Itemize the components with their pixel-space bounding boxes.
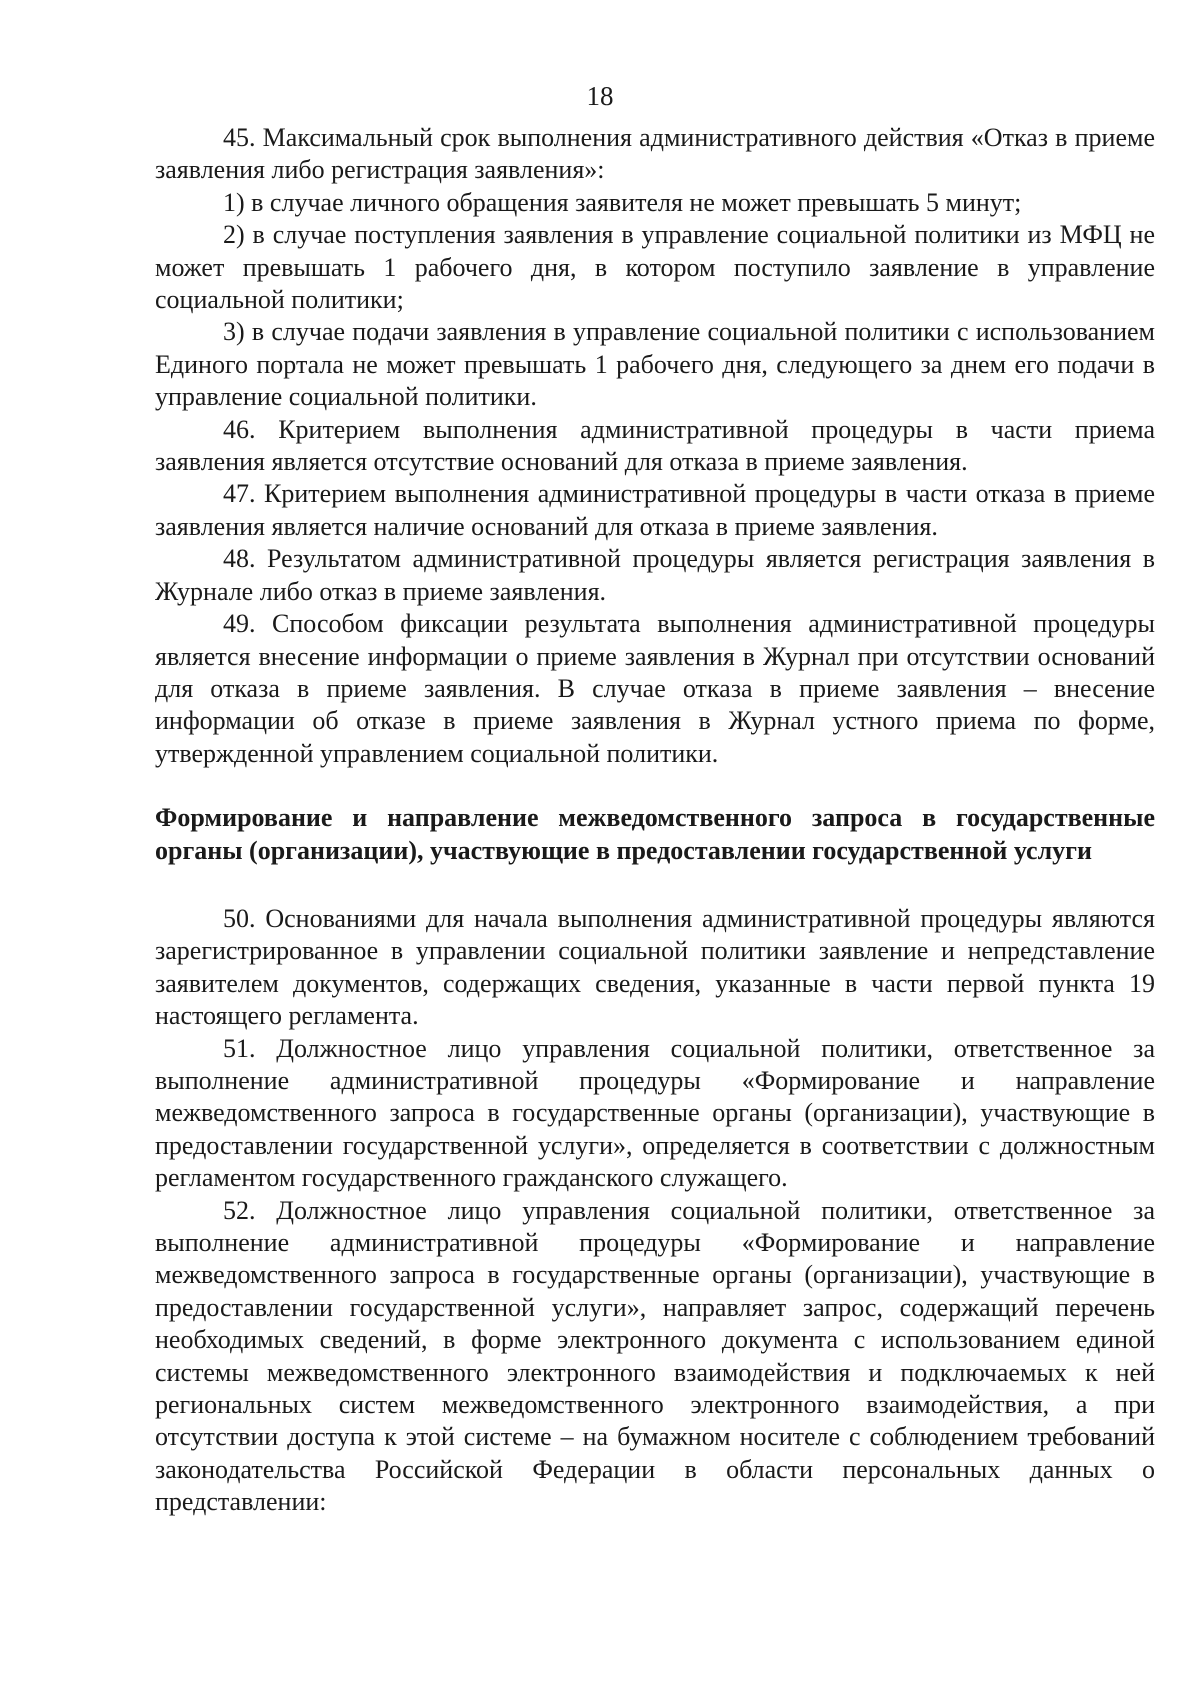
spacer [155, 867, 1155, 903]
paragraph-45: 45. Максимальный срок выполнения административного действия «Отказ в приеме заявления либо регистрация заявления»: [155, 123, 1155, 185]
paragraph-45-item-3: 3) в случае подачи заявления в управление социальной политики с использованием Единого портала не может превышать 1 рабочего дня, следующего за днем его подачи в управление социальной политики. [155, 317, 1155, 412]
paragraph-45-item-1: 1) в случае личного обращения заявителя не может превышать 5 минут; [223, 187, 1022, 217]
paragraph-49: 49. Способом фиксации результата выполнения административной процедуры является внесение информации о приеме заявления в Журнал при отсутствии оснований для отказа в приеме заявления. В случае отказа в приеме заявления – внесение информации об отказе в приеме заявления в Журнал устного приема по форме, утвержденной управлением социальной политики. [155, 609, 1155, 768]
paragraph-47: 47. Критерием выполнения административной процедуры в части отказа в приеме заявления является наличие оснований для отказа в приеме заявления. [155, 479, 1155, 541]
page-number: 18 [586, 81, 614, 111]
paragraph-50: 50. Основаниями для начала выполнения административной процедуры являются зарегистрированное в управлении социальной политики заявление и непредставление заявителем документов, содержащих сведения, указанные в части первой пункта 19 настоящего регламента. [155, 903, 1155, 1031]
document-body [155, 122, 1155, 1519]
paragraph-48: 48. Результатом административной процедуры является регистрация заявления в Журнале либо отказ в приеме заявления. [155, 544, 1155, 606]
paragraph-52: 52. Должностное лицо управления социальной политики, ответственное за выполнение административной процедуры «Формирование и направление межведомственного запроса в государственные органы (организации), участвующие в предоставлении государственной услуги», направляет запрос, содержащий перечень необходимых сведений, в форме электронного документа с использованием единой системы межведомственного электронного взаимодействия и подключаемых к ней региональных систем межведомственного электронного взаимодействия, а при отсутствии доступа к этой системе – на бумажном носителе с соблюдением требований законодательства Российской Федерации в области персональных данных о представлении: [155, 1195, 1155, 1517]
spacer [155, 770, 1155, 802]
paragraph-45-item-2: 2) в случае поступления заявления в управление социальной политики из МФЦ не может превышать 1 рабочего дня, в котором поступило заявление в управление социальной политики; [155, 220, 1155, 315]
section-heading: Формирование и направление межведомственного запроса в государственные органы (организации), участвующие в предоставлении государственной услуги [155, 803, 1155, 865]
paragraph-46: 46. Критерием выполнения административной процедуры в части приема заявления является отсутствие оснований для отказа в приеме заявления. [155, 414, 1155, 477]
paragraph-51: 51. Должностное лицо управления социальной политики, ответственное за выполнение административной процедуры «Формирование и направление межведомственного запроса в государственные органы (организации), участвующие в предоставлении государственной услуги», определяется в соответствии с должностным регламентом государственного гражданского служащего. [155, 1033, 1155, 1193]
